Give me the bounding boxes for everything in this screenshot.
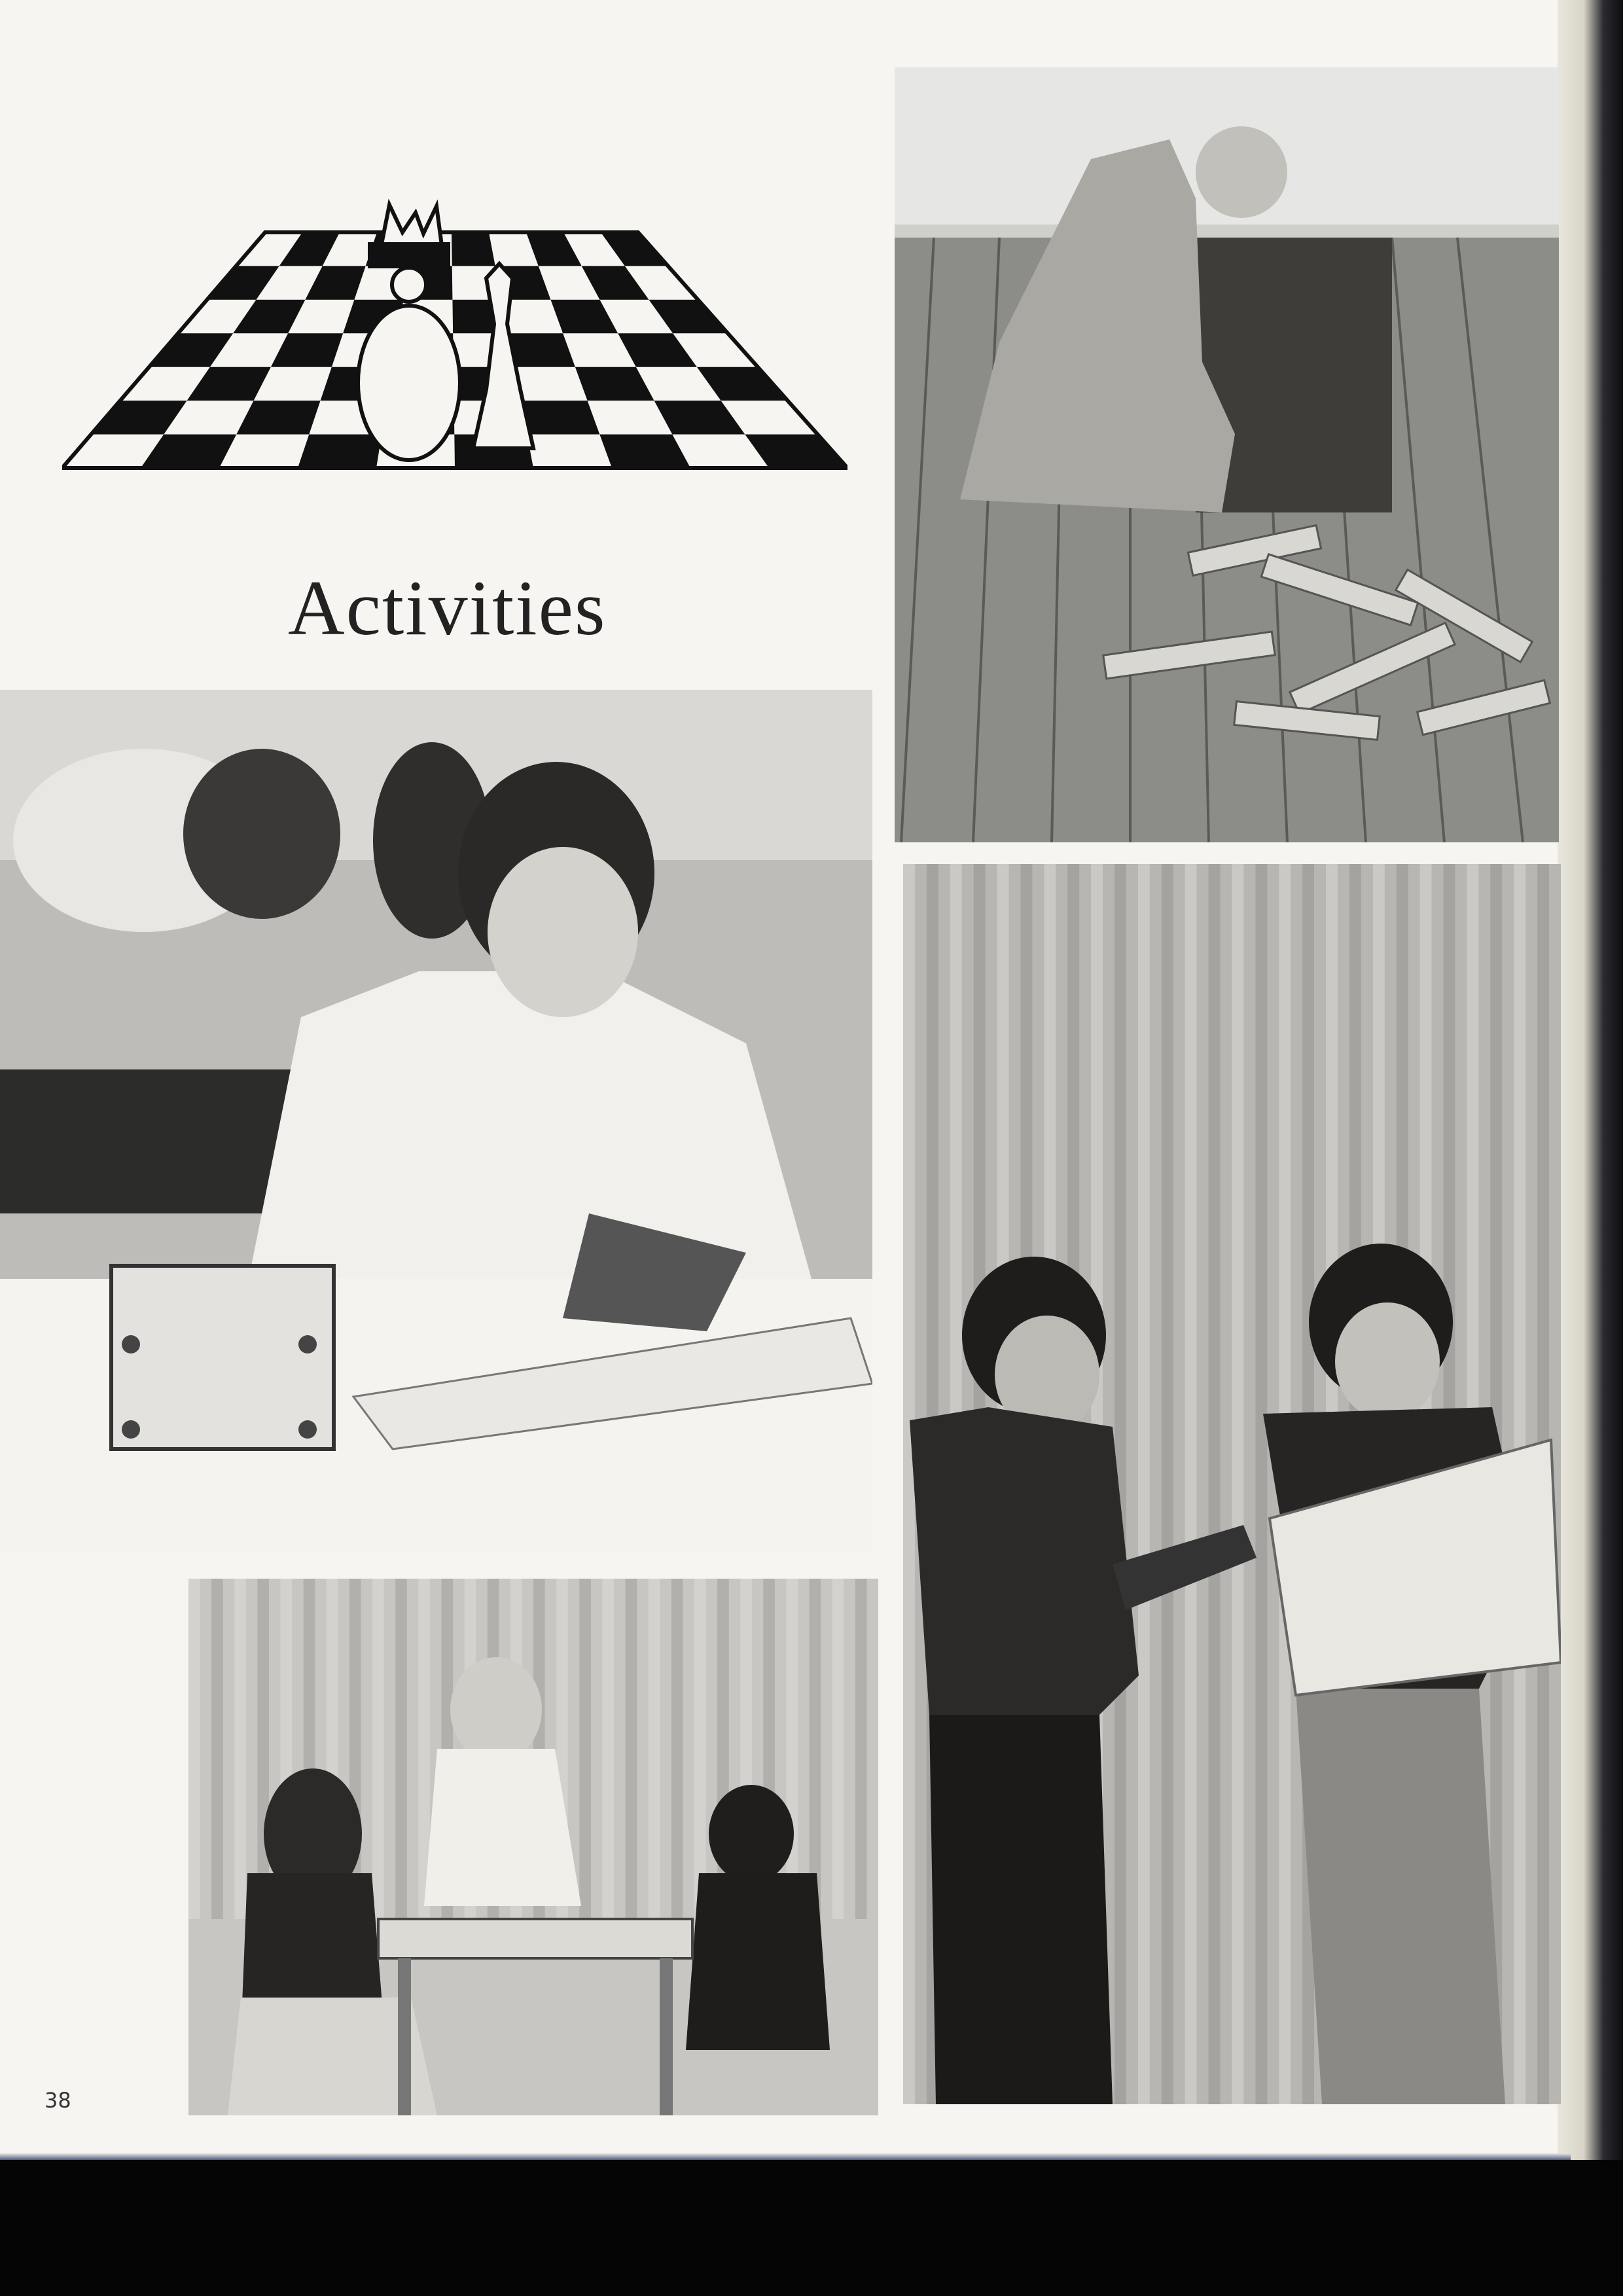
two-boys-reading-photo [903, 864, 1561, 2104]
book-binding [1558, 0, 1623, 2186]
chessboard-illustration-icon [62, 193, 847, 475]
man-repairing-floorboards-photo [895, 67, 1559, 842]
three-students-at-table-photo [188, 1579, 878, 2115]
page-title: Activities [288, 564, 607, 651]
scan-background [0, 2160, 1623, 2296]
page-number: 38 [45, 2088, 71, 2113]
student-with-electronics-box-photo [0, 690, 872, 1552]
